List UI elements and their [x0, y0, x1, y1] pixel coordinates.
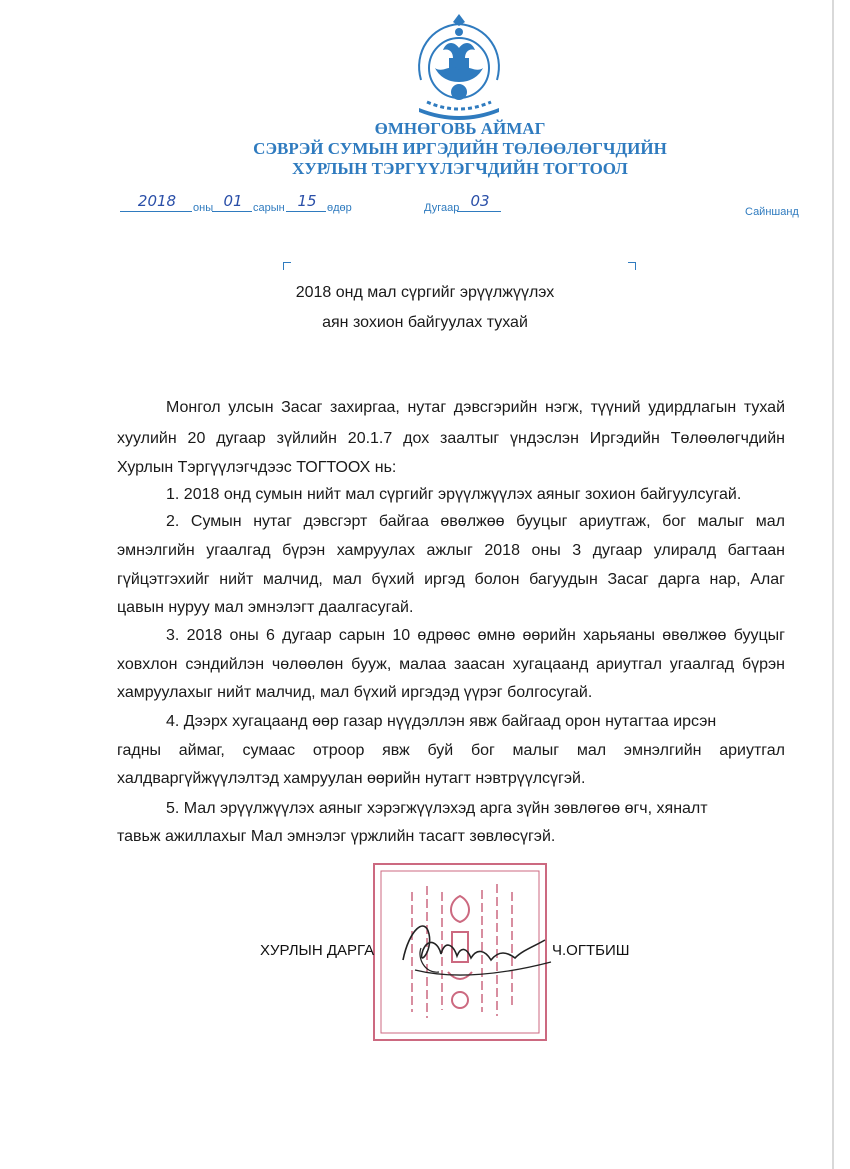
body-line: гадны аймаг, сумаас отроор явж буй бог малыг мал эмнэлгийн ариутгал [117, 742, 785, 759]
year-suffix: оны [193, 202, 214, 214]
day-suffix: өдөр [327, 202, 352, 214]
mongolia-state-emblem [409, 12, 509, 120]
title-corner-left [283, 262, 291, 270]
body-line: Хурлын Тэргүүлэгчдээс ТОГТООХ нь: [117, 459, 397, 476]
underline [457, 211, 501, 212]
scan-edge [832, 0, 834, 1169]
resolution-number: 03 [470, 192, 490, 210]
signatory-title: ХУРЛЫН ДАРГА [260, 942, 375, 959]
body-line: хамруулахыг нийт малчид, мал бүхий иргэдэд үүрэг болгосугай. [117, 684, 593, 701]
body-line: эмнэлгийн угаалгад бүрэн хамруулах ажлыг 2018 оны 3 дугаар улиралд багтаан [117, 542, 785, 559]
resolution-item-5: 5. Мал эрүүлжүүлэх аяныг хэрэгжүүлэхэд арга зүйн зөвлөгөө өгч, хяналт [166, 800, 708, 817]
handwritten-signature [395, 910, 555, 985]
body-line: тавьж ажиллахыг Мал эмнэлэг үржлийн тасагт зөвлөсүгэй. [117, 828, 556, 845]
body-line: Монгол улсын Засаг захиргаа, нутаг дэвсгэрийн нэгж, түүний удирдлагын тухай [166, 399, 785, 416]
body-line: халдваргүйжүүлэлтэд хамруулан өөрийн нутагт нэвтрүүлсүгэй. [117, 770, 586, 787]
resolution-item-2: 2. Сумын нутаг дэвсгэрт байгаа өвөлжөө бууцыг ариутгаж, бог малыг мал [166, 513, 785, 530]
resolution-item-4: 4. Дээрх хугацаанд өөр газар нүүдэллэн явж байгаад орон нутагтаа ирсэн [166, 713, 717, 730]
header-soum-council: СЭВРЭЙ СУМЫН ИРГЭДИЙН ТӨЛӨӨЛӨГЧДИЙН [253, 139, 667, 158]
body-line: хуулийн 20 дугаар зүйлийн 20.1.7 дох заалтыг үндэслэн Иргэдийн Төлөөлөгчдийн [117, 430, 785, 447]
title-corner-right [628, 262, 636, 270]
body-line: ховхлон сэндийлэн чөлөөлөн бууж, малаа заасан хугацаанд ариутгал угаалгад бүрэн [117, 656, 785, 673]
date-month: 01 [223, 192, 243, 210]
body-line: гүйцэтгэхийг нийт малчид, мал бүхий иргэд болон багуудын Засаг дарга нар, Алаг [117, 571, 785, 588]
body-line: цавын нуруу мал эмнэлэгт даалгасугай. [117, 599, 414, 616]
signatory-name: Ч.ОГТБИШ [552, 942, 630, 959]
number-label: Дугаар [424, 202, 460, 214]
header-resolution-type: ХУРЛЫН ТЭРГҮҮЛЭГЧДИЙН ТОГТООЛ [292, 159, 628, 178]
resolution-item-1: 1. 2018 онд сумын нийт мал сүргийг эрүүлжүүлэх аяныг зохион байгуулсугай. [166, 486, 742, 503]
month-suffix: сарын [253, 202, 285, 214]
header-aimag: ӨМНӨГОВЬ АЙМАГ [374, 119, 546, 138]
document-title-line-2: аян зохион байгуулах тухай [322, 314, 528, 331]
date-day: 15 [297, 192, 317, 210]
place-of-issue: Сайншанд [745, 206, 799, 218]
date-year: 2018 [137, 192, 177, 210]
resolution-item-3: 3. 2018 оны 6 дугаар сарын 10 өдрөөс өмнө өөрийн харьяаны өвөлжөө бууцыг [166, 627, 785, 644]
document-title-line-1: 2018 онд мал сүргийг эрүүлжүүлэх [295, 284, 555, 301]
underline [212, 211, 252, 212]
underline [120, 211, 192, 212]
underline [286, 211, 326, 212]
